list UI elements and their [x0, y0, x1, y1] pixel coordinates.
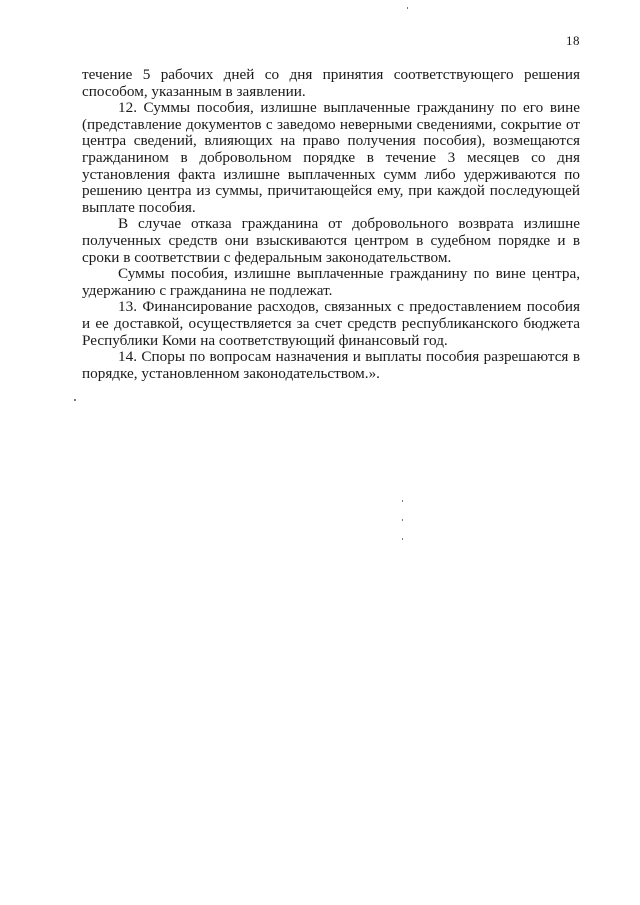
paragraph-continuation: течение 5 рабочих дней со дня принятия соответствующего решения способом, указанным в заявлении.: [82, 66, 580, 100]
document-body: [82, 67, 580, 382]
paragraph-clause-13: 13. Финансирование расходов, связанных с предоставлением пособия и ее доставкой, осуществляется за счет средств республиканского бюджета Республики Коми на соответствующий финансовый год.: [82, 298, 580, 349]
paragraph-center-fault: Суммы пособия, излишне выплаченные гражданину по вине центра, удержанию с гражданина не подлежат.: [82, 265, 580, 299]
page-number: 18: [566, 33, 580, 48]
scan-speck: [402, 500, 403, 502]
scan-speck: [407, 7, 408, 9]
paragraph-clause-14: 14. Споры по вопросам назначения и выплаты пособия разрешаются в порядке, установленном законодательством.».: [82, 348, 580, 382]
paragraph-refusal: В случае отказа гражданина от добровольного возврата излишне полученных средств они взыскиваются центром в судебном порядке и в сроки в соответствии с федеральным законодательством.: [82, 215, 580, 266]
scan-speck: [402, 538, 403, 540]
scan-speck: [74, 399, 76, 401]
paragraph-clause-12: 12. Суммы пособия, излишне выплаченные гражданину по его вине (представление документов с заведомо неверными сведениями, сокрытие от центра сведений, влияющих на право получения пособия), возмещаются гражданином в добровольном порядке в течение 3 месяцев со дня установления факта излишне выплаченных сумм либо удерживаются по решению центра из суммы, причитающейся ему, при каждой последующей выплате пособия.: [82, 99, 580, 216]
scan-speck: [402, 519, 403, 521]
